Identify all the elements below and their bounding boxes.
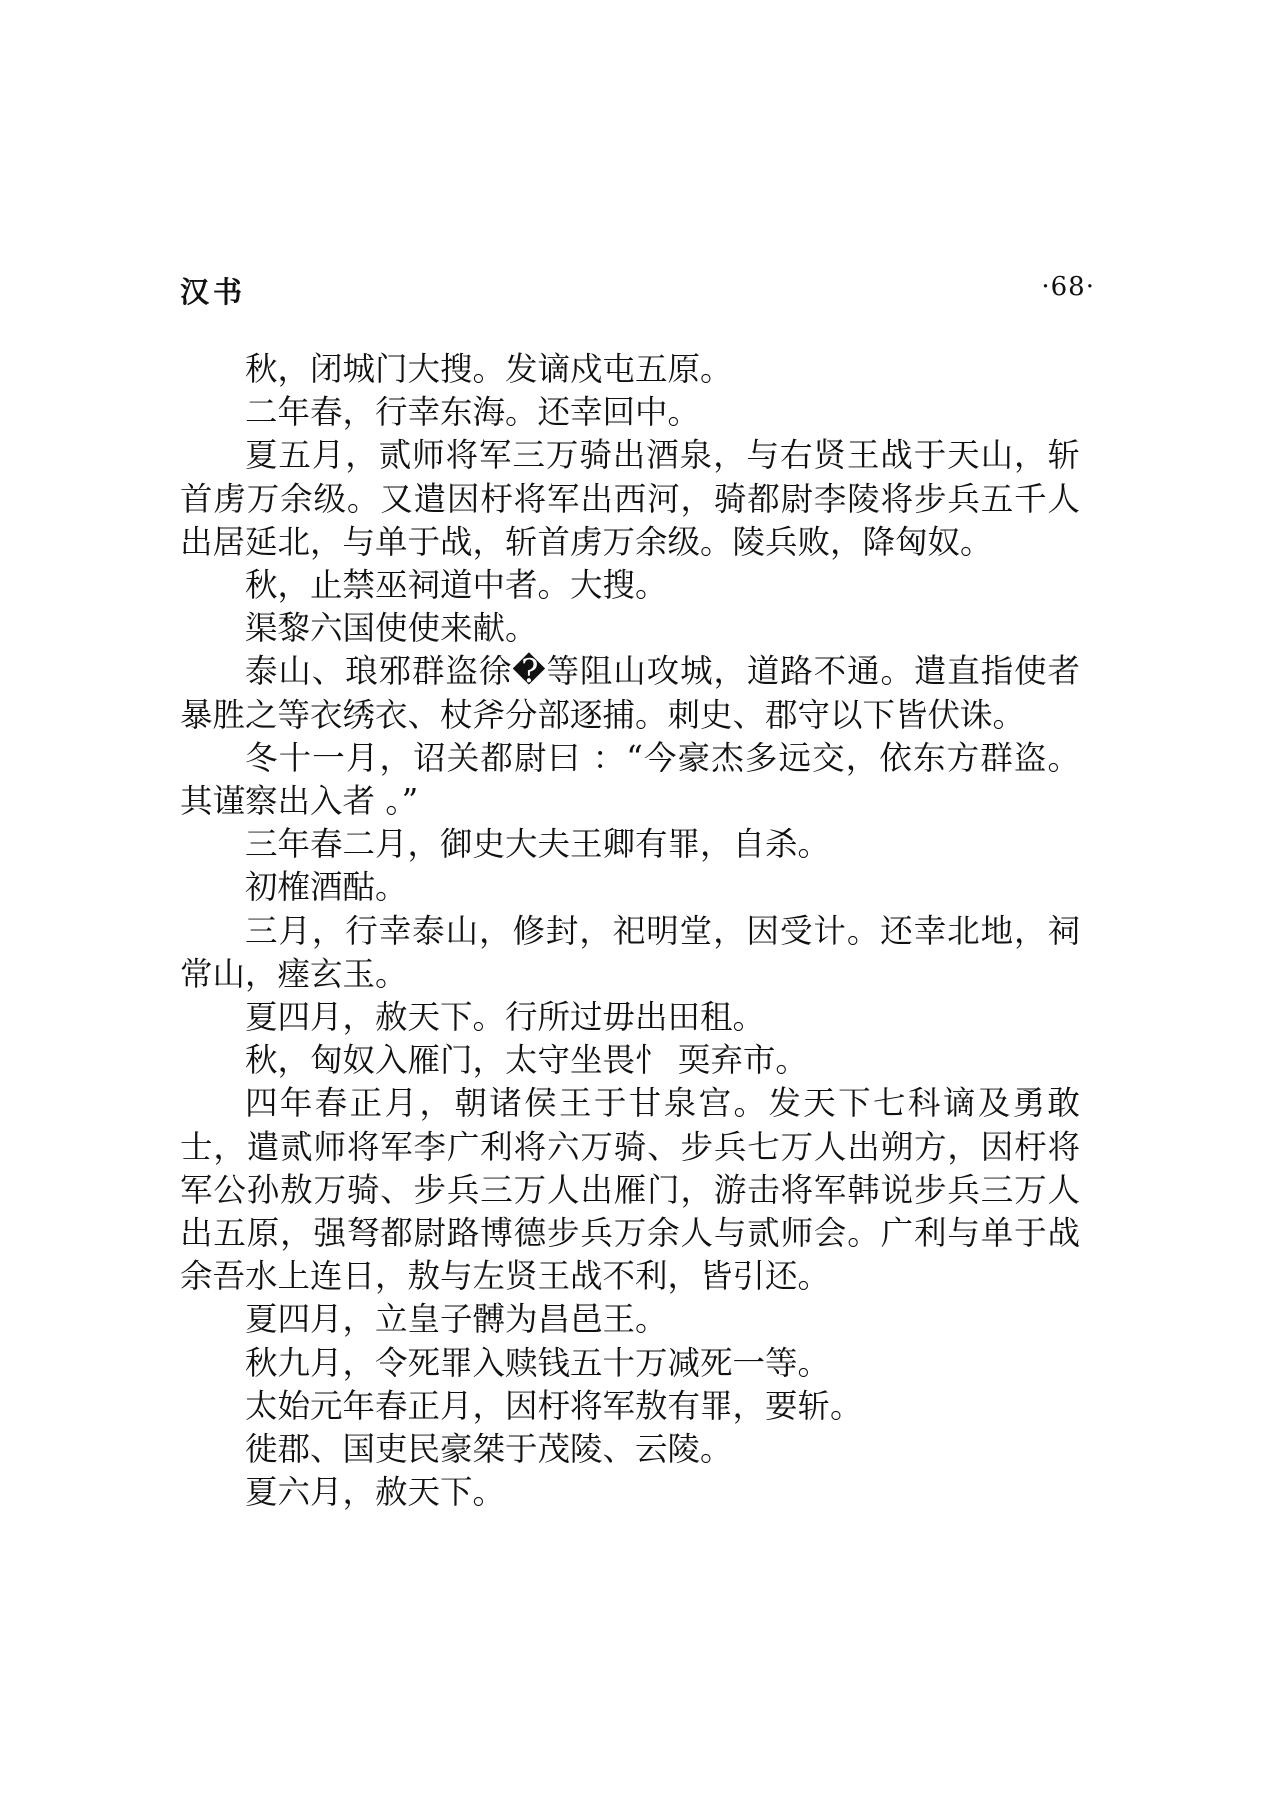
book-title: 汉书 bbox=[180, 275, 247, 309]
paragraph: 初榷酒酤。 bbox=[245, 868, 408, 907]
paragraph: 三年春二月，御史大夫王卿有罪，自杀。 bbox=[245, 825, 831, 864]
body-text bbox=[180, 348, 1080, 1514]
paragraph: 徙郡、国吏民豪桀于茂陵、云陵。 bbox=[245, 1430, 733, 1469]
paragraph: 二年春，行幸东海。还幸回中。 bbox=[245, 393, 701, 432]
page-number: ·68· bbox=[1041, 272, 1095, 302]
paragraph: 夏四月，立皇子髆为昌邑王。 bbox=[245, 1300, 668, 1339]
paragraph: 秋九月，令死罪入赎钱五十万减死一等。 bbox=[245, 1343, 831, 1382]
paragraph: 秋，匈奴入雁门，太守坐畏忄 耎弃市。 bbox=[245, 1041, 808, 1080]
paragraph: 四年春正月，朝诸侯王于甘泉宫。发天下七科谪及勇敢士，遣贰师将军李广利将六万骑、步兵七万人出朔方，因杅将军公孙敖万骑、步兵三万人出雁门，游击将军韩说步兵三万人出五原，强弩都尉路博德步兵万余人与贰师会。广利与单于战余吾水上连日，敖与左贤王战不利，皆引还。 bbox=[180, 1084, 1080, 1296]
page-header bbox=[180, 270, 1095, 310]
paragraph: 太始元年春正月，因杅将军敖有罪，要斩。 bbox=[245, 1386, 863, 1425]
paragraph: 秋，止禁巫祠道中者。大搜。 bbox=[245, 566, 668, 605]
paragraph: 夏四月，赦天下。行所过毋出田租。 bbox=[245, 998, 766, 1037]
paragraph: 三月，行幸泰山，修封，祀明堂，因受计。还幸北地，祠常山，瘗玄玉。 bbox=[180, 911, 1080, 993]
paragraph: 渠黎六国使使来献。 bbox=[245, 609, 538, 648]
paragraph: 泰山、琅邪群盗徐�等阻山攻城，道路不通。遣直指使者暴胜之等衣绣衣、杖斧分部逐捕。刺史、郡守以下皆伏诛。 bbox=[180, 652, 1080, 734]
paragraph: 夏五月，贰师将军三万骑出酒泉，与右贤王战于天山，斩首虏万余级。又遣因杅将军出西河，骑都尉李陵将步兵五千人出居延北，与单于战，斩首虏万余级。陵兵败，降匈奴。 bbox=[180, 436, 1080, 561]
paragraph: 秋，闭城门大搜。发谪戍屯五原。 bbox=[245, 350, 733, 388]
paragraph: 夏六月，赦天下。 bbox=[245, 1473, 506, 1512]
paragraph: 冬十一月，诏关都尉曰 ：“今豪杰多远交，依东方群盗。其谨察出入者 。” bbox=[180, 738, 1080, 821]
